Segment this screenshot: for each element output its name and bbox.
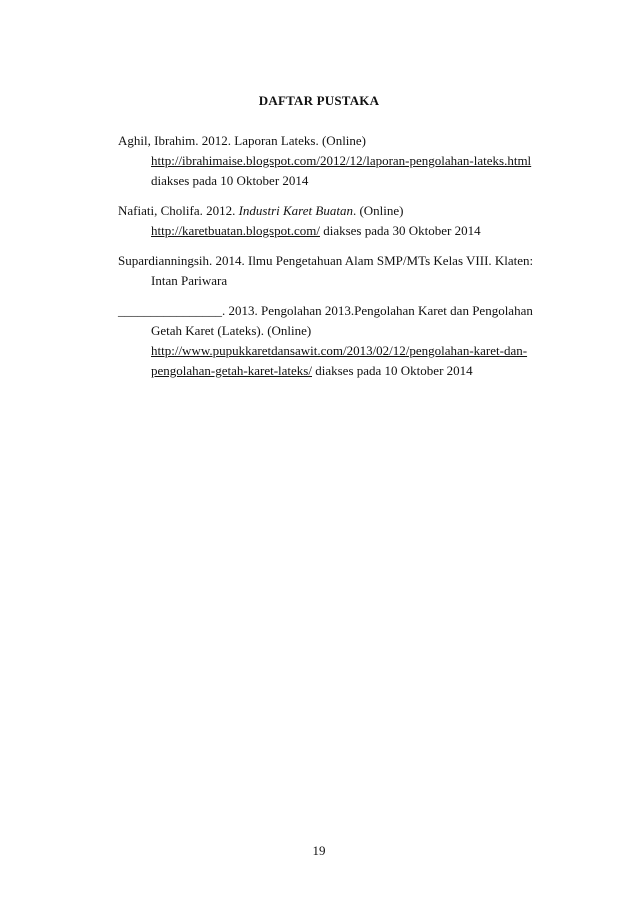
reference-accessed: diakses pada 10 Oktober 2014 xyxy=(151,173,309,188)
reference-list xyxy=(118,131,538,391)
reference-title-line: Getah Karet (Lateks). (Online) xyxy=(151,323,312,338)
reference-entry xyxy=(118,301,538,381)
reference-accessed: diakses pada 30 Oktober 2014 xyxy=(319,223,481,238)
reference-citation: Supardianningsih. 2014. Ilmu Pengetahuan Alam SMP/MTs Kelas VIII. Klaten: xyxy=(118,253,534,268)
reference-entry xyxy=(118,131,538,191)
reference-url-line xyxy=(118,151,538,171)
reference-entry xyxy=(118,201,538,241)
reference-url-link[interactable]: http://www.pupukkaretdansawit.com/2013/02/12/pengolahan-karet-dan- xyxy=(151,343,528,358)
reference-publisher: Intan Pariwara xyxy=(151,273,228,288)
reference-url-line xyxy=(118,361,538,381)
reference-citation: Aghil, Ibrahim. 2012. Laporan Lateks. (Online) xyxy=(118,133,367,148)
reference-url-line xyxy=(118,221,538,241)
reference-url-link[interactable]: http://karetbuatan.blogspot.com/ xyxy=(151,223,320,238)
reference-url-line xyxy=(118,341,538,361)
reference-url-link[interactable]: pengolahan-getah-karet-lateks/ xyxy=(151,363,312,378)
reference-url-link[interactable]: http://ibrahimaise.blogspot.com/2012/12/laporan-pengolahan-lateks.html xyxy=(151,153,532,168)
reference-source-type: . (Online) xyxy=(352,203,404,218)
reference-entry xyxy=(118,251,538,291)
reference-accessed: diakses pada 10 Oktober 2014 xyxy=(311,363,473,378)
reference-citation xyxy=(118,201,538,221)
page-number: 19 xyxy=(312,843,326,858)
reference-author: Nafiati, Cholifa. 2012. xyxy=(118,203,239,218)
page-title: DAFTAR PUSTAKA xyxy=(258,93,380,108)
reference-title: Industri Karet Buatan xyxy=(238,203,353,218)
reference-citation: ________________. 2013. Pengolahan 2013.Pengolahan Karet dan Pengolahan xyxy=(118,303,533,318)
